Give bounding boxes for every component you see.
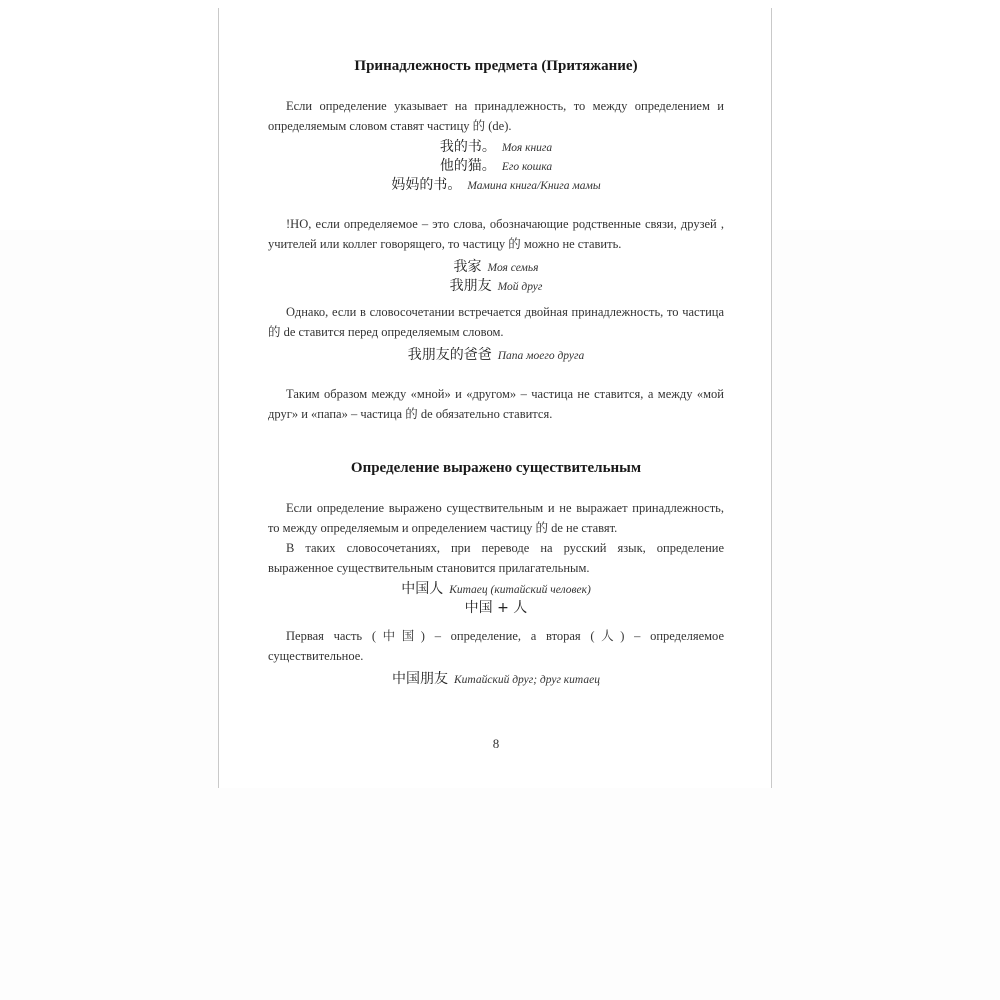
example-translation: Китайский друг; друг китаец	[454, 674, 600, 686]
paragraph-parts-explanation: Первая часть (中国) – определение, а вторая (人) – определяемое существительное.	[268, 629, 724, 663]
example-chinese: 我朋友的爸爸	[407, 347, 492, 363]
paragraph-noun-attribute: Если определение выражено существительным и не выражает принадлежность, то между определяемым и определением частицу 的 de не ставят.	[268, 501, 724, 535]
paragraph-summary: Таким образом между «мной» и «другом» – частица не ставится, а между «мой друг» и «папа» – частица 的 de обязательно ставится.	[268, 387, 724, 421]
example-chinese: 他的猫。	[439, 158, 496, 174]
example-line	[268, 157, 724, 177]
page-number: 8	[492, 736, 500, 751]
example-line	[268, 346, 724, 366]
paragraph-translation-rule: В таких словосочетаниях, при переводе на русский язык, определение выраженное существительным становится прилагательным.	[268, 541, 724, 575]
example-line	[268, 580, 724, 600]
example-line	[268, 277, 724, 297]
example-chinese: 中国人	[401, 581, 444, 597]
example-chinese: 我朋友	[449, 278, 492, 294]
example-translation: Мой друг	[497, 281, 543, 293]
example-translation: Моя книга	[501, 142, 553, 154]
paragraph-possession-intro: Если определение указывает на принадлежность, то между определением и определяемым словом ставят частицу 的 (de).	[268, 99, 724, 133]
example-chinese: 妈妈的书。	[391, 177, 462, 193]
paragraph-exception-note: !НО, если определяемое – это слова, обозначающие родственные связи, друзей , учителей или коллег говорящего, то частицу 的 можно не ставить.	[268, 217, 724, 251]
example-translation: Моя семья	[487, 262, 539, 274]
example-line	[268, 138, 724, 158]
example-chinese: 中国朋友	[392, 671, 449, 687]
example-line	[268, 670, 724, 690]
example-line	[268, 258, 724, 278]
example-chinese: 我的书。	[439, 139, 496, 155]
paragraph-double-possession: Однако, если в словосочетании встречается двойная принадлежность, то частица 的 de ставится перед определяемым словом.	[268, 305, 724, 339]
example-translation: Папа моего друга	[497, 350, 585, 362]
example-breakdown	[268, 599, 724, 618]
section-title-noun-attribute: Определение выражено существительным	[350, 460, 642, 476]
section-title-possession: Принадлежность предмета (Притяжание)	[354, 58, 638, 74]
example-translation: Китаец (китайский человек)	[449, 584, 591, 596]
example-translation: Мамина книга/Книга мамы	[467, 180, 601, 192]
example-translation: Его кошка	[501, 161, 553, 173]
example-chinese: 我家	[453, 259, 482, 275]
example-line	[268, 176, 724, 196]
example-chinese: 中国 + 人	[464, 600, 528, 616]
